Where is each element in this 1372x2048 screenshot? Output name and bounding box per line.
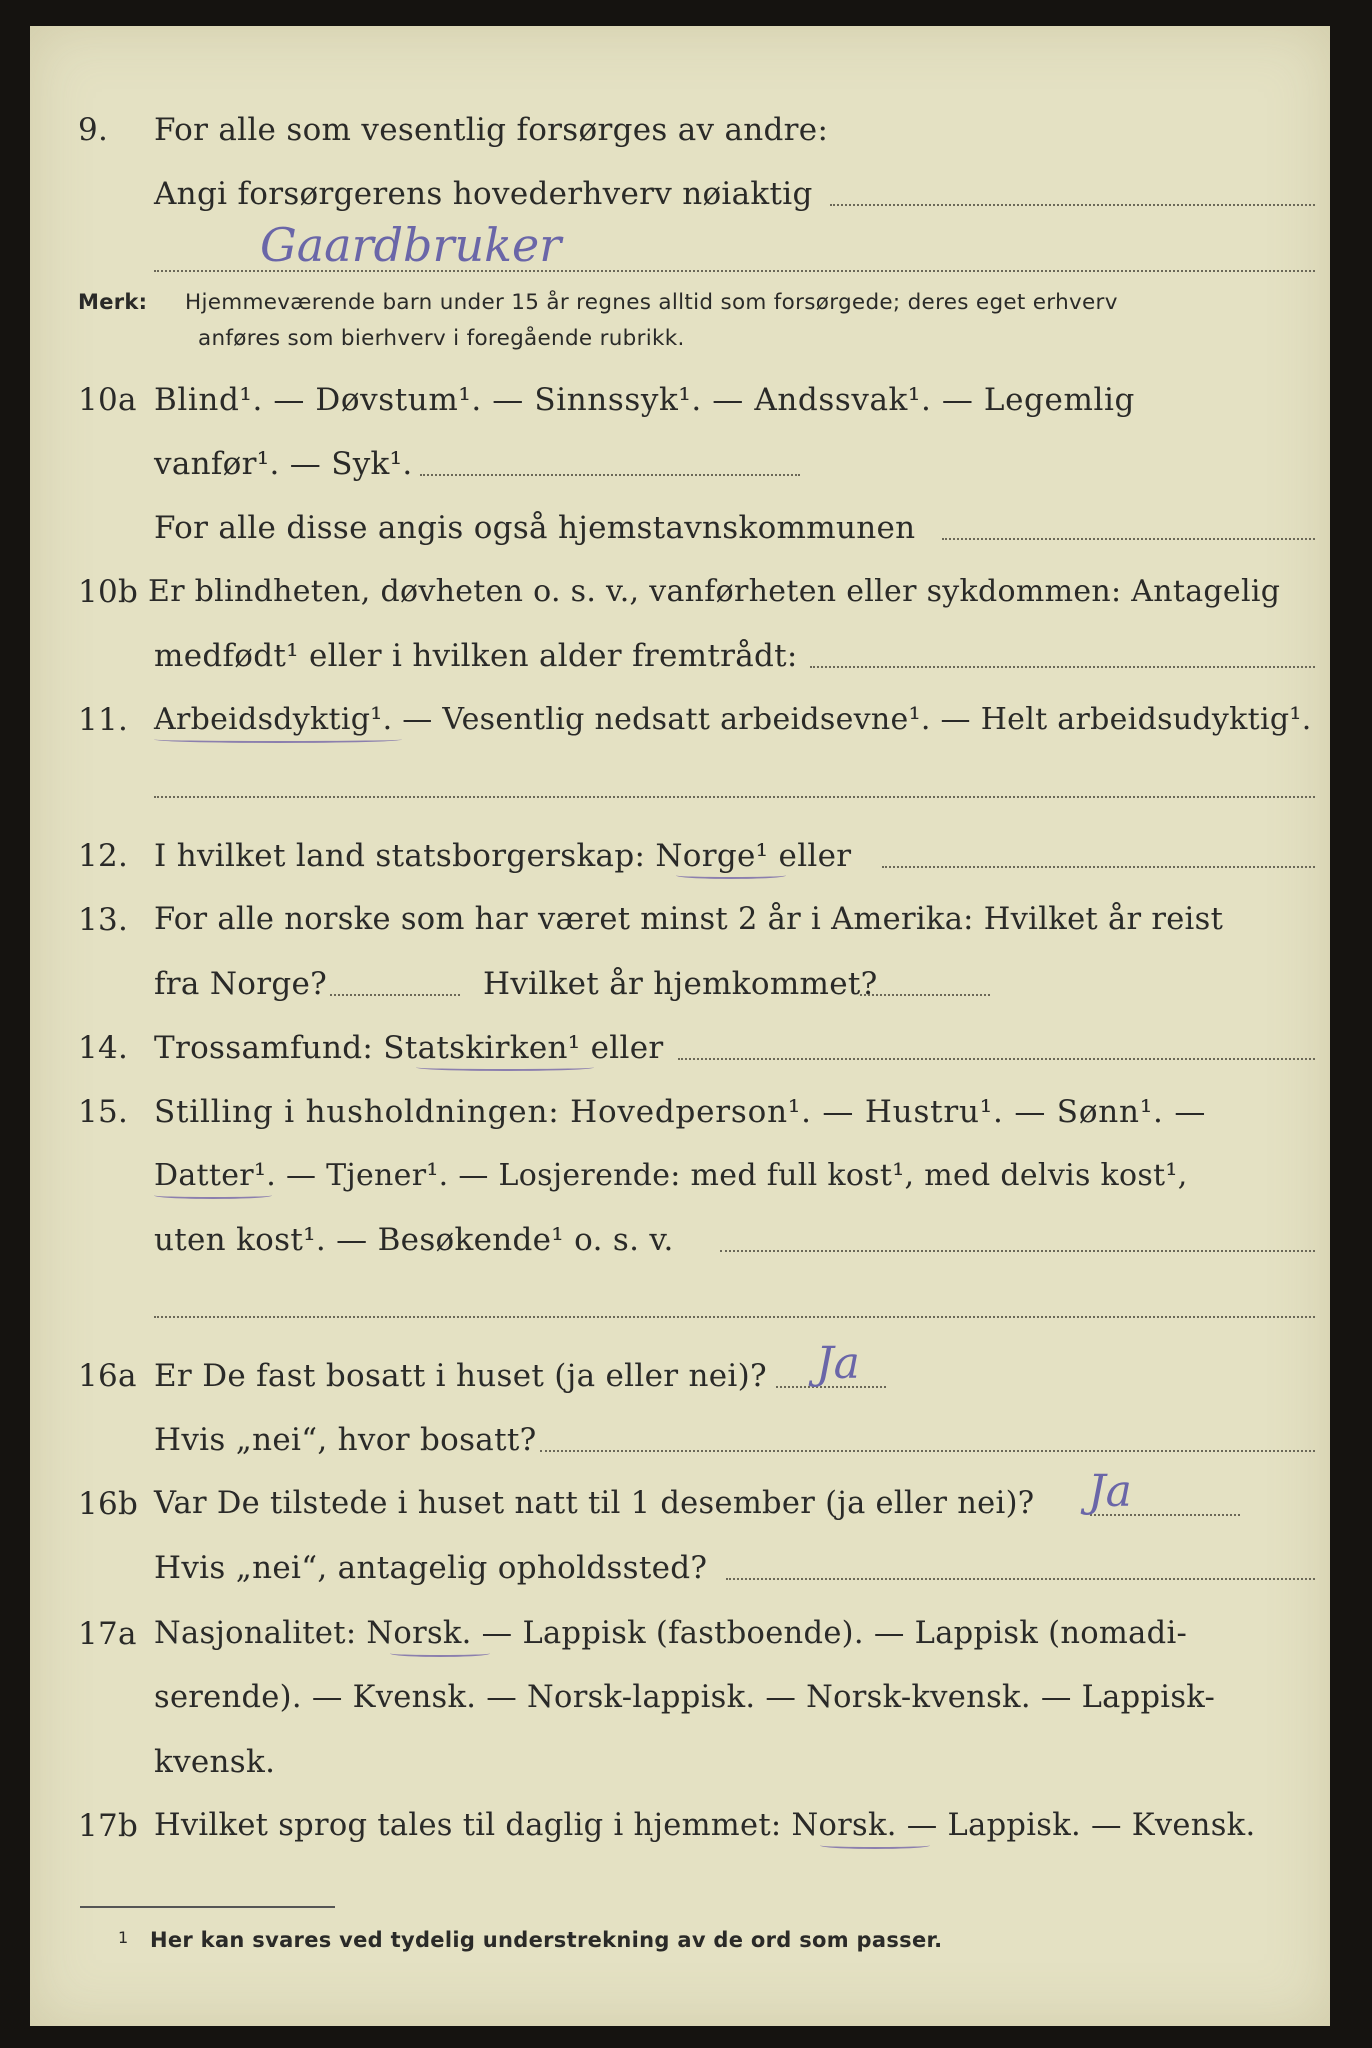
q15-line2: Datter¹. — Tjener¹. — Losjerende: med full kost¹, med delvis kost¹, [154,1158,1188,1193]
q14-answer-underline [416,1064,594,1071]
q13-line2b: Hvilket år hjemkommet? [483,966,878,1002]
q14-trossamfund-line [678,1058,1315,1060]
footnote-divider [80,1906,335,1908]
q17a-answer-underline [390,1650,490,1657]
q10b-line2: medfødt¹ eller i hvilken alder fremtrådt: [154,638,798,674]
census-form-page [30,26,1330,2026]
q11-extra-line [154,796,1315,798]
merk-line1: Hjemmeværende barn under 15 år regnes alltid som forsørgede; deres eget erhverv [185,290,1118,315]
q13-line1: For alle norske som har været minst 2 år i Amerika: Hvilket år reist [154,902,1224,937]
q16a-line2: Hvis „nei“, hvor bosatt? [154,1422,537,1458]
q10a-line2: vanfør¹. — Syk¹. [154,446,413,482]
q14-number: 14. [78,1030,129,1066]
q10a-line1: Blind¹. — Døvstum¹. — Sinnssyk¹. — Andssvak¹. — Legemlig [154,382,1135,418]
q17a-number: 17a [78,1616,137,1652]
q10a-number: 10a [78,382,137,418]
q16a-bosatt-line [540,1450,1315,1452]
q10b-alder-line [810,666,1315,668]
merk-line2: anføres som bierhverv i foregående rubrikk. [198,326,685,351]
q13-number: 13. [78,902,129,938]
q16a-line1: Er De fast bosatt i huset (ja eller nei)? [154,1358,767,1394]
q14-line1: Trossamfund: Statskirken¹ eller [154,1030,664,1066]
q17b-number: 17b [78,1808,139,1844]
q15-answer-underline [154,1192,272,1199]
q15-extra-line [154,1316,1315,1318]
q16a-handwritten-answer: Ja [816,1338,860,1389]
merk-label: Merk: [78,290,148,314]
q16b-opholdssted-line [726,1578,1315,1580]
q12-land-line [882,866,1315,868]
q11-line1: Arbeidsdyktig¹. — Vesentlig nedsatt arbeidsevne¹. — Helt arbeidsudyktig¹. [154,702,1312,737]
q17b-line1: Hvilket sprog tales til daglig i hjemmet: Norsk. — Lappisk. — Kvensk. [154,1808,1256,1843]
q17b-answer-underline [820,1842,930,1849]
q17a-line1: Nasjonalitet: Norsk. — Lappisk (fastboende). — Lappisk (nomadi- [154,1616,1188,1651]
q15-line1: Stilling i husholdningen: Hovedperson¹. — Hustru¹. — Sønn¹. — [154,1094,1207,1130]
q13-hjemkommet-line [860,994,990,996]
q9-handwritten-answer: Gaardbruker [260,218,562,272]
q9-answer-line [830,204,1315,206]
q16b-handwritten-answer: Ja [1088,1466,1132,1517]
q11-answer-underline [154,736,402,743]
q16a-number: 16a [78,1358,137,1394]
q15-number: 15. [78,1094,129,1130]
q13-line2a: fra Norge? [154,966,328,1002]
q17a-line3: kvensk. [154,1744,276,1780]
footnote-mark: 1 [118,1928,129,1947]
q10a-kommune-line [942,538,1315,540]
q16b-line2: Hvis „nei“, antagelig opholdssted? [154,1550,708,1586]
q10b-line1: Er blindheten, døvheten o. s. v., vanførheten eller sykdommen: Antagelig [148,574,1281,609]
q9-line1: For alle som vesentlig forsørges av andre: [154,112,829,148]
q12-number: 12. [78,838,129,874]
q16b-line1: Var De tilstede i huset natt til 1 desember (ja eller nei)? [154,1486,1035,1521]
q12-line1: I hvilket land statsborgerskap: Norge¹ eller [154,838,852,874]
q12-answer-underline [676,872,786,879]
q10a-line3: For alle disse angis også hjemstavnskommunen [154,510,916,546]
q10b-number: 10b [78,574,139,610]
q16b-number: 16b [78,1486,139,1522]
q15-line3: uten kost¹. — Besøkende¹ o. s. v. [154,1222,674,1258]
footnote-text: Her kan svares ved tydelig understrekning av de ord som passer. [150,1928,943,1952]
q17a-line2: serende). — Kvensk. — Norsk-lappisk. — Norsk-kvensk. — Lappisk- [154,1680,1216,1715]
q13-reist-line [330,994,460,996]
q10a-syk-line [420,474,800,476]
q15-stilling-line [720,1250,1315,1252]
q9-line2: Angi forsørgerens hovederhverv nøiaktig [154,176,813,212]
q9-answer-line2 [154,270,1315,272]
q11-number: 11. [78,702,129,738]
q9-number: 9. [78,112,109,148]
